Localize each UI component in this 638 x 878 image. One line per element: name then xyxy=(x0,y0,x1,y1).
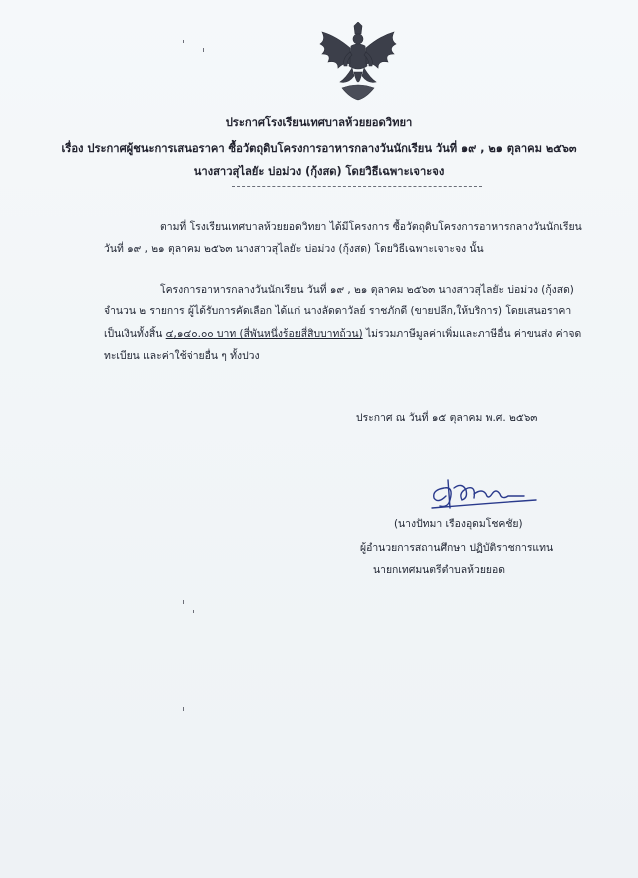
paragraph2-line2: จำนวน ๒ รายการ ผู้ได้รับการคัดเลือก ได้แก่ นางลัดดาวัลย์ ราชภักดี (ขายปลีก,ให้บริการ) โดยเสนอราคา xyxy=(104,305,572,317)
handwritten-signature-icon xyxy=(428,470,540,514)
paragraph2-line1: โครงการอาหารกลางวันนักเรียน วันที่ ๑๙ , ๒๑ ตุลาคม ๒๕๖๓ นางสาวสุไลยัะ บ่อม่วง (กุ้งสด) xyxy=(160,284,574,296)
scan-speck xyxy=(203,48,204,52)
scan-speck xyxy=(193,610,194,613)
paragraph1-line1: ตามที่ โรงเรียนเทศบาลห้วยยอดวิทยา ได้มีโครงการ ซื้อวัตถุดิบโครงการอาหารกลางวันนักเรียน xyxy=(160,221,582,233)
garuda-emblem-icon xyxy=(316,22,400,102)
amount-text: ๔,๑๔๐.๐๐ บาท (สี่พันหนึ่งร้อยสี่สิบบาทถ้วน) xyxy=(165,328,363,340)
paragraph2-line4: ทะเบียน และค่าใช้จ่ายอื่น ๆ ทั้งปวง xyxy=(104,350,260,362)
document-subject-line2: นางสาวสุไลยัะ บ่อม่วง (กุ้งสด) โดยวิธีเฉพาะเจาะจง xyxy=(193,165,445,178)
signatory-name: (นางปัทมา เรืองอุดมโชคชัย) xyxy=(394,518,523,530)
amount-prefix: เป็นเงินทั้งสิ้น xyxy=(104,328,163,340)
scan-speck xyxy=(183,40,184,43)
scan-speck xyxy=(183,600,184,604)
dashed-divider xyxy=(232,186,482,187)
announce-date: ประกาศ ณ วันที่ ๑๕ ตุลาคม พ.ศ. ๒๕๖๓ xyxy=(356,412,538,424)
paragraph1-line2: วันที่ ๑๙ , ๒๑ ตุลาคม ๒๕๖๓ นางสาวสุไลยัะ บ่อม่วง (กุ้งสด) โดยวิธีเฉพาะเจาะจง นั้น xyxy=(104,243,484,255)
paragraph2-line3 xyxy=(104,325,581,342)
scan-speck xyxy=(183,707,184,711)
document-subject: เรื่อง ประกาศผู้ชนะการเสนอราคา ซื้อวัตถุดิบโครงการอาหารกลางวันนักเรียน วันที่ ๑๙ , ๒๑ ตุลาคม ๒๕๖๓ xyxy=(61,142,577,155)
signatory-position: ผู้อำนวยการสถานศึกษา ปฏิบัติราชการแทน xyxy=(360,542,554,554)
amount-suffix: ไม่รวมภาษีมูลค่าเพิ่มและภาษีอื่น ค่าขนส่ง ค่าจด xyxy=(365,328,582,340)
document-title: ประกาศโรงเรียนเทศบาลห้วยยอดวิทยา xyxy=(225,116,413,129)
signatory-position-2: นายกเทศมนตรีตำบลห้วยยอด xyxy=(373,564,505,576)
